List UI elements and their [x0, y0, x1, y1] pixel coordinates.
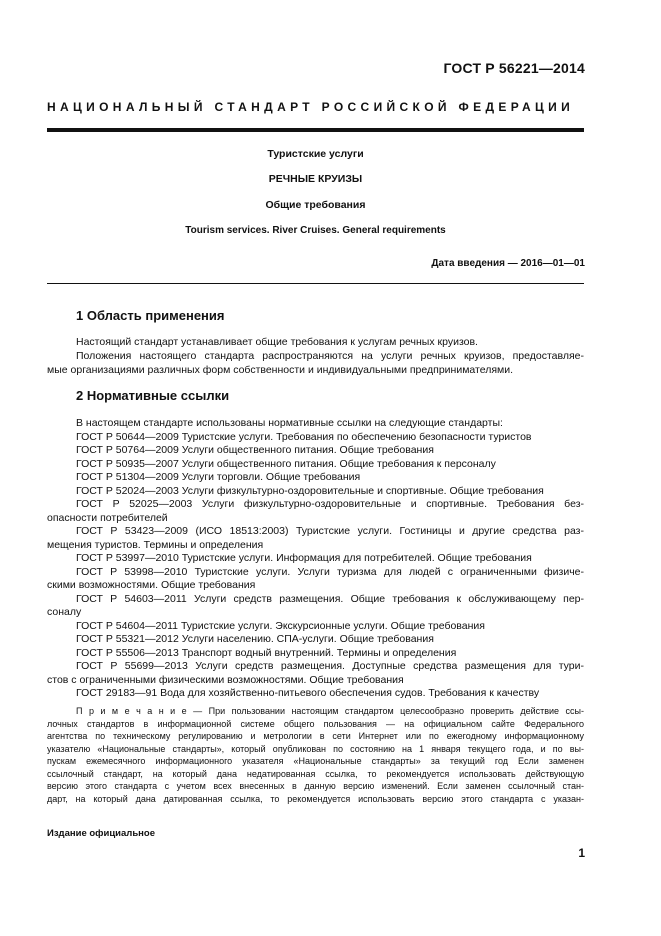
reference-line: ГОСТ Р 55699—2013 Услуги средств размещения. Доступные средства размещения для тури-: [76, 660, 584, 672]
reference-line: ГОСТ Р 53997—2010 Туристские услуги. Информация для потребителей. Общие требования: [76, 552, 532, 564]
reference-line: ГОСТ Р 55321—2012 Услуги населению. СПА-услуги. Общие требования: [76, 633, 434, 645]
reference-line: ГОСТ Р 53423—2009 (ИСО 18513:2003) Туристские услуги. Гостиницы и другие средства раз-: [76, 525, 584, 537]
reference-line: ГОСТ 29183—91 Вода для хозяйственно-питьевого обеспечения судов. Требования к качеству: [76, 687, 540, 699]
title-sub: Общие требования: [265, 199, 366, 211]
reference-line: стов с ограниченными физическими возможностями. Общие требования: [47, 673, 404, 686]
reference-line: ГОСТ Р 54603—2011 Услуги средств размещения. Общие требования к обслуживающему пер-: [76, 592, 584, 605]
intro-date: Дата введения — 2016—01—01: [431, 258, 585, 269]
title-main: РЕЧНЫЕ КРУИЗЫ: [268, 173, 363, 185]
reference-line: опасности потребителей: [47, 511, 168, 524]
note-line: пускам ежемесячного информационного указателя «Национальные стандарты» за текущий год Если заменен: [47, 756, 584, 766]
note-line: версию этого стандарта с учетом всех внесенных в данную версию изменений. Если заменен ссылочный стан-: [47, 781, 584, 791]
official-edition-label: Издание официальное: [47, 828, 155, 839]
header-divider: [47, 128, 584, 132]
reference-line: ГОСТ Р 51304—2009 Услуги торговли. Общие требования: [76, 471, 361, 483]
reference-line: скими возможностями. Общие требования: [47, 579, 256, 591]
gost-number: ГОСТ Р 56221—2014: [443, 60, 585, 76]
reference-line: соналу: [47, 606, 82, 618]
note-line: агентства по техническому регулированию и метрологии в сети Интернет или по ежегодному информационному: [47, 731, 584, 741]
note-line: указателю «Национальные стандарты», который опубликован по состоянию на 1 января текущего года, и по вы-: [47, 743, 584, 754]
national-standard-banner: НАЦИОНАЛЬНЫЙ СТАНДАРТ РОССИЙСКОЙ ФЕДЕРАЦИИ: [47, 100, 575, 114]
reference-line: ГОСТ Р 52025—2003 Услуги физкультурно-оздоровительные и спортивные. Требования без-: [76, 498, 584, 510]
body-line: мые организациями различных форм собственности и индивидуальными предпринимателями.: [47, 364, 514, 376]
section-2-heading: 2 Нормативные ссылки: [76, 388, 230, 403]
reference-line: ГОСТ Р 50644—2009 Туристские услуги. Требования по обеспечению безопасности туристов: [76, 430, 532, 443]
reference-line: ГОСТ Р 54604—2011 Туристские услуги. Экскурсионные услуги. Общие требования: [76, 619, 485, 632]
title-english: Tourism services. River Cruises. General requirements: [185, 225, 446, 236]
page-number: 1: [578, 846, 585, 860]
date-divider: [47, 283, 584, 284]
reference-line: ГОСТ Р 50764—2009 Услуги общественного питания. Общие требования: [76, 444, 434, 456]
reference-line: мещения туристов. Термины и определения: [47, 538, 264, 551]
note-line: ссылочный стандарт, на который дана недатированная ссылка, то рекомендуется использовать действующую: [47, 768, 584, 779]
reference-line: ГОСТ Р 52024—2003 Услуги физкультурно-оздоровительные и спортивные. Общие требования: [76, 484, 544, 497]
section-1-heading: 1 Область применения: [76, 308, 225, 323]
reference-line: ГОСТ Р 55506—2013 Транспорт водный внутренний. Термины и определения: [76, 646, 457, 659]
body-line: В настоящем стандарте использованы нормативные ссылки на следующие стандарты:: [76, 417, 503, 429]
note-line: дарт, на который дана датированная ссылка, то рекомендуется использовать версию этого стандарта с указан-: [47, 793, 584, 804]
title-category: Туристские услуги: [267, 148, 364, 160]
note-line: П р и м е ч а н и е — При пользовании настоящим стандартом целесообразно проверить действие ссы-: [76, 706, 584, 716]
reference-line: ГОСТ Р 50935—2007 Услуги общественного питания. Общие требования к персоналу: [76, 457, 496, 470]
body-line: Настоящий стандарт устанавливает общие требования к услугам речных круизов.: [76, 336, 478, 348]
reference-line: ГОСТ Р 53998—2010 Туристские услуги. Услуги туризма для людей с ограниченными физиче-: [76, 565, 584, 578]
note-line: лочных стандартов в информационной системе общего пользования — на официальном сайте Федерального: [47, 718, 584, 729]
body-line: Положения настоящего стандарта распространяются на услуги речных круизов, предоставляе-: [76, 350, 584, 362]
